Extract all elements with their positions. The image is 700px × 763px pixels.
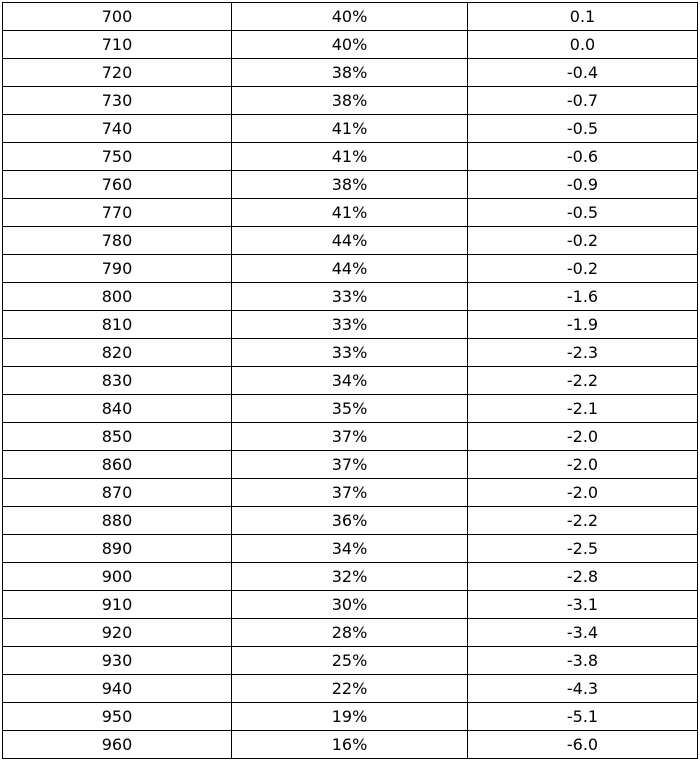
table-row <box>3 479 698 507</box>
table-body <box>3 3 698 759</box>
col-3-cell: -2.1 <box>468 395 698 423</box>
table-row <box>3 731 698 759</box>
table-row <box>3 171 698 199</box>
table-row <box>3 563 698 591</box>
table-row <box>3 619 698 647</box>
col-2-cell: 38% <box>232 171 468 199</box>
col-2-cell: 30% <box>232 591 468 619</box>
col-3-cell: -2.0 <box>468 451 698 479</box>
col-2-cell: 16% <box>232 731 468 759</box>
col-3-cell: -0.2 <box>468 227 698 255</box>
col-2-cell: 44% <box>232 255 468 283</box>
col-3-cell: -0.9 <box>468 171 698 199</box>
col-3-cell: -0.5 <box>468 199 698 227</box>
col-2-cell: 33% <box>232 283 468 311</box>
col-1-cell: 740 <box>3 115 232 143</box>
col-1-cell: 830 <box>3 367 232 395</box>
col-1-cell: 900 <box>3 563 232 591</box>
table-row <box>3 423 698 451</box>
col-2-cell: 41% <box>232 115 468 143</box>
col-3-cell: -0.4 <box>468 59 698 87</box>
col-2-cell: 25% <box>232 647 468 675</box>
table-row <box>3 255 698 283</box>
col-3-cell: -2.8 <box>468 563 698 591</box>
col-1-cell: 960 <box>3 731 232 759</box>
col-1-cell: 720 <box>3 59 232 87</box>
col-1-cell: 910 <box>3 591 232 619</box>
col-1-cell: 950 <box>3 703 232 731</box>
col-1-cell: 790 <box>3 255 232 283</box>
col-2-cell: 22% <box>232 675 468 703</box>
table-row <box>3 143 698 171</box>
col-1-cell: 780 <box>3 227 232 255</box>
col-2-cell: 40% <box>232 3 468 31</box>
col-3-cell: -0.2 <box>468 255 698 283</box>
table-row <box>3 227 698 255</box>
table-row <box>3 535 698 563</box>
col-1-cell: 760 <box>3 171 232 199</box>
col-1-cell: 810 <box>3 311 232 339</box>
col-3-cell: -4.3 <box>468 675 698 703</box>
table-row <box>3 31 698 59</box>
col-3-cell: -2.2 <box>468 507 698 535</box>
col-1-cell: 840 <box>3 395 232 423</box>
col-1-cell: 750 <box>3 143 232 171</box>
col-1-cell: 870 <box>3 479 232 507</box>
col-3-cell: -0.7 <box>468 87 698 115</box>
col-1-cell: 850 <box>3 423 232 451</box>
col-1-cell: 770 <box>3 199 232 227</box>
table-row <box>3 367 698 395</box>
col-2-cell: 37% <box>232 423 468 451</box>
col-3-cell: -3.1 <box>468 591 698 619</box>
col-3-cell: -5.1 <box>468 703 698 731</box>
col-3-cell: 0.0 <box>468 31 698 59</box>
col-3-cell: -1.6 <box>468 283 698 311</box>
table-row <box>3 311 698 339</box>
col-1-cell: 710 <box>3 31 232 59</box>
table-row <box>3 59 698 87</box>
table-row <box>3 703 698 731</box>
table-row <box>3 647 698 675</box>
col-2-cell: 38% <box>232 59 468 87</box>
table-row <box>3 591 698 619</box>
col-1-cell: 700 <box>3 3 232 31</box>
col-3-cell: -1.9 <box>468 311 698 339</box>
table-row <box>3 507 698 535</box>
col-2-cell: 44% <box>232 227 468 255</box>
col-3-cell: -0.6 <box>468 143 698 171</box>
col-2-cell: 34% <box>232 535 468 563</box>
table-row <box>3 115 698 143</box>
data-table <box>2 2 698 759</box>
col-2-cell: 41% <box>232 199 468 227</box>
table-row <box>3 395 698 423</box>
col-3-cell: -3.8 <box>468 647 698 675</box>
table-row <box>3 3 698 31</box>
col-2-cell: 19% <box>232 703 468 731</box>
col-2-cell: 28% <box>232 619 468 647</box>
col-3-cell: -3.4 <box>468 619 698 647</box>
col-2-cell: 32% <box>232 563 468 591</box>
col-1-cell: 730 <box>3 87 232 115</box>
col-3-cell: -2.3 <box>468 339 698 367</box>
table-row <box>3 339 698 367</box>
col-2-cell: 37% <box>232 479 468 507</box>
table-row <box>3 199 698 227</box>
col-2-cell: 37% <box>232 451 468 479</box>
col-3-cell: -0.5 <box>468 115 698 143</box>
table-row <box>3 675 698 703</box>
col-1-cell: 800 <box>3 283 232 311</box>
col-1-cell: 820 <box>3 339 232 367</box>
col-3-cell: -2.0 <box>468 479 698 507</box>
col-3-cell: -6.0 <box>468 731 698 759</box>
col-2-cell: 38% <box>232 87 468 115</box>
col-2-cell: 35% <box>232 395 468 423</box>
col-1-cell: 940 <box>3 675 232 703</box>
col-1-cell: 930 <box>3 647 232 675</box>
col-2-cell: 34% <box>232 367 468 395</box>
col-2-cell: 41% <box>232 143 468 171</box>
col-2-cell: 40% <box>232 31 468 59</box>
col-1-cell: 920 <box>3 619 232 647</box>
col-2-cell: 33% <box>232 339 468 367</box>
table-row <box>3 87 698 115</box>
table-row <box>3 451 698 479</box>
data-table-container <box>2 2 697 759</box>
col-1-cell: 860 <box>3 451 232 479</box>
col-2-cell: 33% <box>232 311 468 339</box>
col-3-cell: -2.0 <box>468 423 698 451</box>
col-3-cell: -2.2 <box>468 367 698 395</box>
table-row <box>3 283 698 311</box>
col-3-cell: -2.5 <box>468 535 698 563</box>
col-1-cell: 890 <box>3 535 232 563</box>
col-3-cell: 0.1 <box>468 3 698 31</box>
col-2-cell: 36% <box>232 507 468 535</box>
col-1-cell: 880 <box>3 507 232 535</box>
